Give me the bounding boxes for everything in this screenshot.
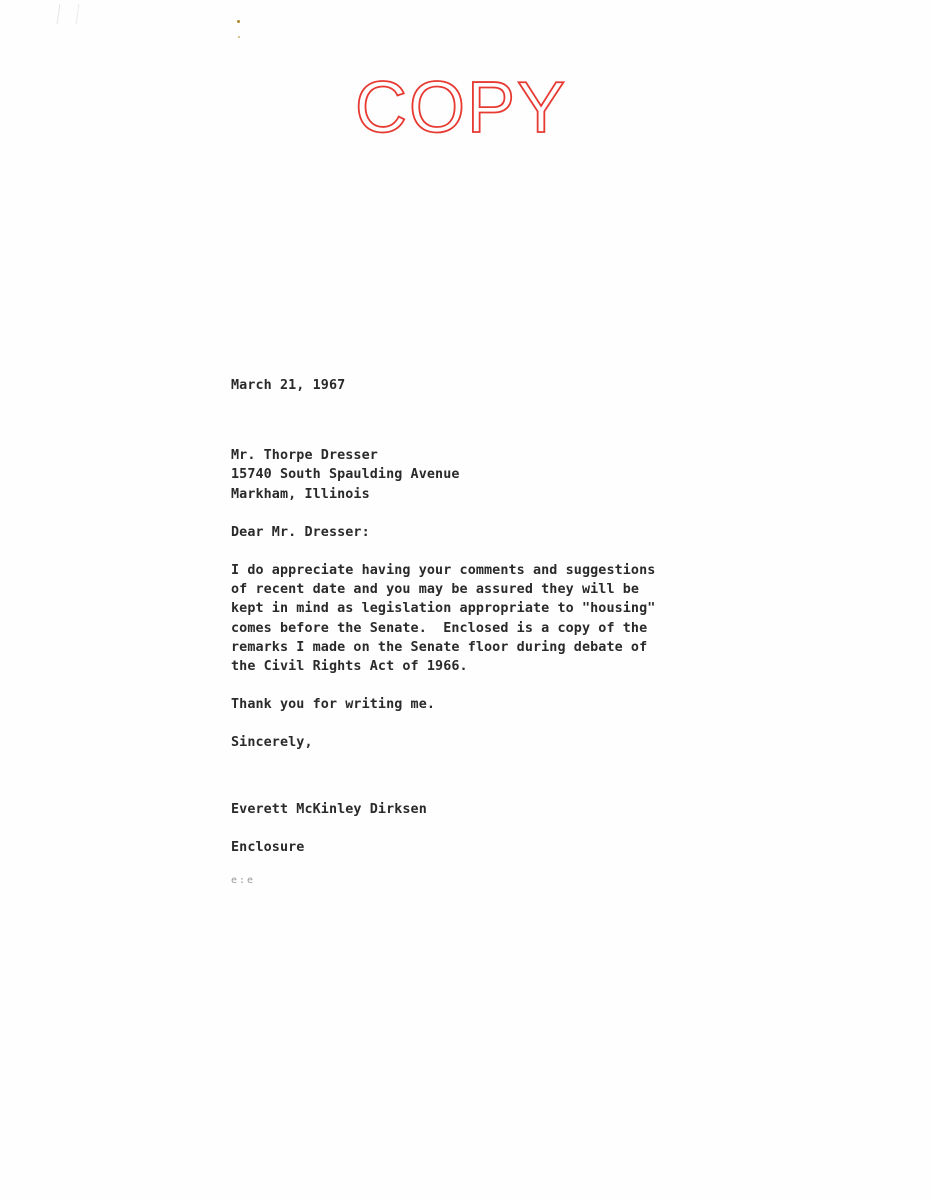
typist-initials: e:e: [231, 875, 256, 887]
letter-body: [231, 376, 751, 890]
scan-edge-mark: [57, 4, 80, 24]
recipient-street: 15740 South Spaulding Avenue: [231, 467, 460, 483]
enclosure-note: Enclosure: [231, 839, 305, 855]
recipient-name: Mr. Thorpe Dresser: [231, 448, 378, 464]
body-line: remarks I made on the Senate floor during debate of: [231, 639, 648, 655]
body-line: of recent date and you may be assured they will be: [231, 582, 640, 598]
copy-stamp: [345, 74, 577, 140]
signature-name: Everett McKinley Dirksen: [231, 801, 427, 817]
salutation: Dear Mr. Dresser:: [231, 524, 370, 540]
closing: Sincerely,: [231, 735, 313, 751]
copy-stamp-graphic: [345, 74, 577, 140]
body-line: the Civil Rights Act of 1966.: [231, 659, 468, 675]
letter-date: March 21, 1967: [231, 378, 346, 393]
recipient-city: Markham, Illinois: [231, 486, 370, 502]
copy-stamp-text: COPY: [354, 74, 568, 140]
paper-speck: [237, 20, 240, 23]
body-line: kept in mind as legislation appropriate to "housing": [231, 601, 656, 617]
body-line: comes before the Senate. Enclosed is a copy of the: [231, 620, 648, 636]
recipient-address: [231, 446, 751, 504]
paper-speck: [238, 36, 240, 38]
body-paragraph: [231, 561, 751, 676]
body-line: I do appreciate having your comments and suggestions: [231, 563, 656, 579]
thanks-line: Thank you for writing me.: [231, 697, 436, 713]
